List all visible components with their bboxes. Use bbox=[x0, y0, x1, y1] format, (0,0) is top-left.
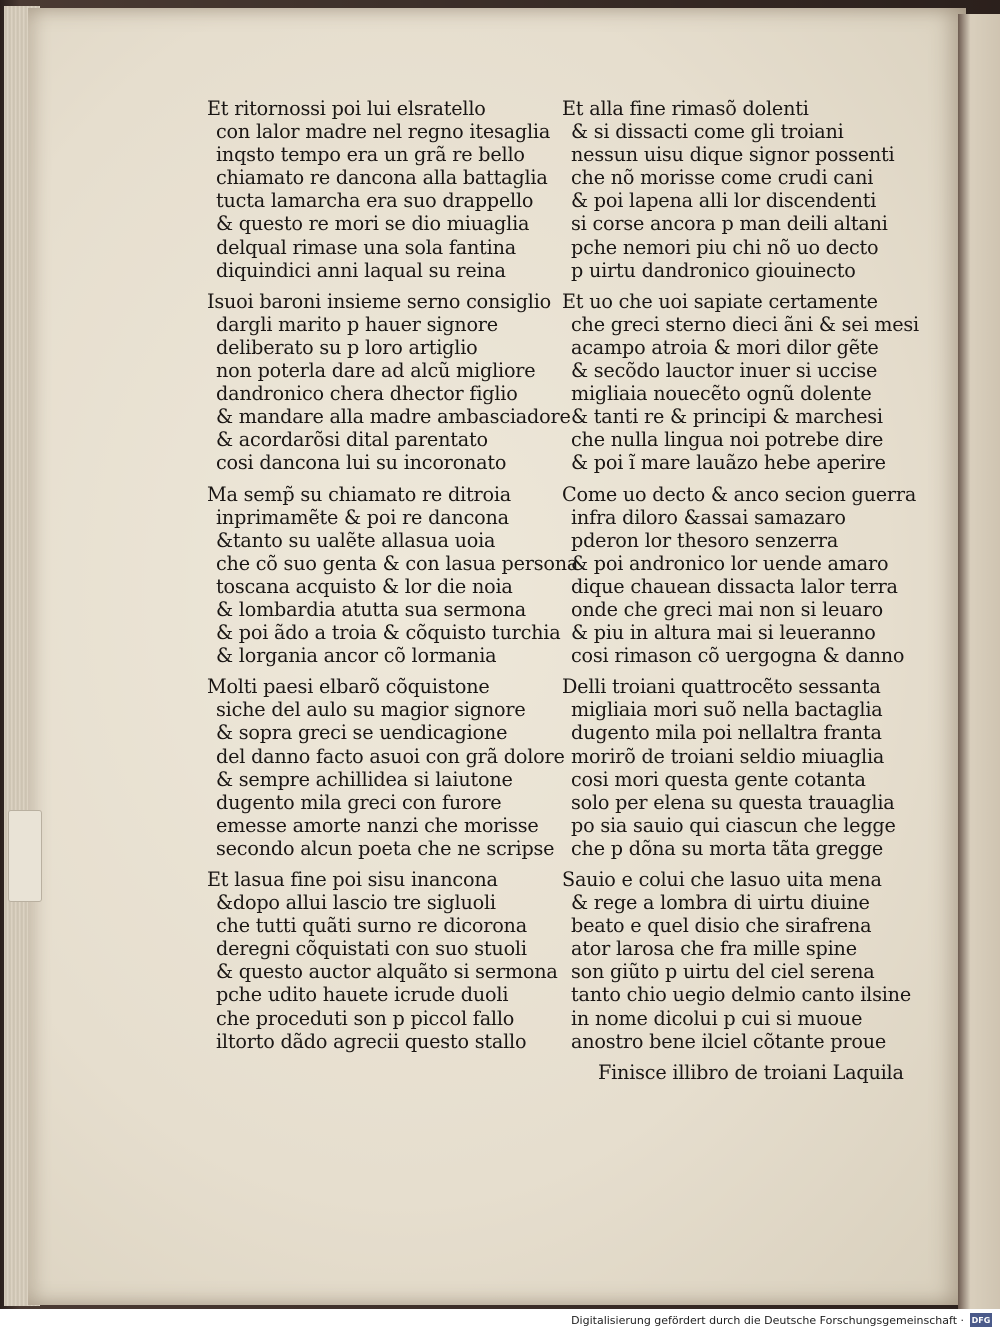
verse-line: son giũto p uirtu del ciel serena bbox=[571, 960, 875, 984]
digitization-footer bbox=[0, 1309, 1000, 1331]
verse-line: in nome dicolui p cui si muoue bbox=[571, 1006, 863, 1030]
facing-page-margin-fragments bbox=[982, 110, 1000, 830]
verse-line: toscana acquisto & lor die noia bbox=[216, 574, 513, 598]
verse-line: non poterla dare ad alcũ migliore bbox=[216, 359, 536, 383]
footer-credit-text: Digitalisierung gefördert durch die Deutsche Forschungsgemeinschaft · bbox=[571, 1313, 964, 1327]
verse-line: & rege a lombra di uirtu diuine bbox=[571, 891, 870, 915]
verse-line: & secõdo lauctor inuer si uccise bbox=[571, 359, 878, 383]
verse-line: con lalor madre nel regno itesaglia bbox=[216, 120, 551, 144]
verse-line: che nulla lingua noi potrebe dire bbox=[571, 428, 884, 452]
dfg-logo-icon: DFG bbox=[970, 1313, 992, 1327]
verse-line: dandronico chera dhector figlio bbox=[216, 382, 518, 406]
stanza bbox=[207, 482, 579, 668]
verse-line: Et ritornossi poi lui elsratello bbox=[207, 97, 486, 120]
verse-line: dugento mila poi nellaltra franta bbox=[571, 721, 882, 745]
page-tab-mark bbox=[8, 810, 42, 902]
verse-line: Delli troiani quattrocẽto sessanta bbox=[562, 675, 881, 699]
verse-line: & sopra greci se uendicagione bbox=[216, 721, 508, 745]
verse-line: del danno facto asuoi con grã dolore bbox=[216, 744, 565, 768]
stanza bbox=[562, 482, 917, 668]
verse-line: migliaia nouecẽto ognũ dolente bbox=[571, 382, 872, 406]
verse-line: Come uo decto & anco secion guerra bbox=[562, 482, 917, 506]
verse-line: che greci sterno dieci ãni & sei mesi bbox=[571, 312, 919, 336]
verse-line: Et lasua fine poi sisu inancona bbox=[207, 868, 498, 891]
left-text-column bbox=[207, 97, 579, 1061]
verse-line: morirõ de troiani seldio miuaglia bbox=[571, 744, 885, 768]
verse-line: p uirtu dandronico giouinecto bbox=[571, 258, 856, 282]
verse-line: onde che greci mai non si leuaro bbox=[571, 597, 883, 621]
verse-line: dugento mila greci con furore bbox=[216, 790, 502, 814]
verse-line: iltorto dãdo agrecii questo stallo bbox=[216, 1029, 527, 1053]
verse-line: che proceduti son p piccol fallo bbox=[216, 1006, 515, 1030]
verse-line: infra diloro &assai samazaro bbox=[571, 505, 846, 529]
verse-line: & si dissacti come gli troiani bbox=[571, 120, 844, 144]
verse-line: & lorgania ancor cõ lormania bbox=[216, 644, 497, 668]
verse-line: inqsto tempo era un grã re bello bbox=[216, 143, 525, 167]
verse-line: che nõ morisse come crudi cani bbox=[571, 166, 874, 190]
verse-line: delqual rimase una sola fantina bbox=[216, 235, 517, 259]
verse-line: & acordarõsi dital parentato bbox=[216, 428, 488, 452]
verse-line: inprimamẽte & poi re dancona bbox=[216, 505, 509, 529]
verse-line: Et alla fine rimasõ dolenti bbox=[562, 97, 809, 120]
verse-line: nessun uisu dique signor possenti bbox=[571, 143, 895, 167]
colophon-line: Finisce illibro de troiani Laquila bbox=[598, 1060, 904, 1084]
verse-line: cosi mori questa gente cotanta bbox=[571, 767, 866, 791]
right-text-column bbox=[562, 97, 919, 1084]
verse-line: emesse amorte nanzi che morisse bbox=[216, 813, 539, 837]
verse-line: pche udito hauete icrude duoli bbox=[216, 983, 509, 1007]
stanza bbox=[207, 868, 559, 1053]
verse-line: deregni cõquistati con suo stuoli bbox=[216, 937, 527, 961]
verse-line: Sauio e colui che lasuo uita mena bbox=[562, 868, 882, 891]
verse-line: beato e quel disio che sirafrena bbox=[571, 914, 872, 938]
verse-line: dargli marito p hauer signore bbox=[216, 312, 498, 336]
stanza bbox=[562, 675, 908, 860]
verse-line: anostro bene ilciel cõtante proue bbox=[571, 1029, 887, 1053]
verse-line: si corse ancora p man deili altani bbox=[571, 212, 888, 236]
verse-line: ator larosa che fra mille spine bbox=[571, 937, 857, 961]
verse-line: & tanti re & principi & marchesi bbox=[571, 405, 883, 429]
verse-line: & mandare alla madre ambasciadore bbox=[216, 405, 571, 429]
verse-line: acampo atroia & mori dilor gẽte bbox=[571, 335, 879, 359]
verse-line: Isuoi baroni insieme serno consiglio bbox=[207, 289, 552, 313]
stanza bbox=[562, 868, 911, 1053]
verse-line: & poi ãdo a troia & cõquisto turchia bbox=[216, 621, 561, 645]
verse-line: & poi ĩ mare lauãzo hebe aperire bbox=[571, 451, 886, 475]
verse-line: che p dõna su morta tãta gregge bbox=[571, 836, 884, 860]
verse-line: solo per elena su questa trauaglia bbox=[571, 790, 895, 814]
verse-line: migliaia mori suõ nella bactaglia bbox=[571, 698, 883, 722]
verse-line: che tutti quãti surno re dicorona bbox=[216, 914, 527, 938]
stanza bbox=[207, 97, 559, 282]
verse-line: pderon lor thesoro senzerra bbox=[571, 528, 839, 552]
verse-line: siche del aulo su magior signore bbox=[216, 698, 526, 722]
verse-line: che cõ suo genta & con lasua persona bbox=[216, 551, 579, 575]
verse-line: & lombardia atutta sua sermona bbox=[216, 597, 527, 621]
verse-line: tucta lamarcha era suo drappello bbox=[216, 189, 534, 213]
verse-line: cosi rimason cõ uergogna & danno bbox=[571, 644, 905, 668]
verse-line: & poi lapena alli lor discendenti bbox=[571, 189, 877, 213]
verse-line: & sempre achillidea si laiutone bbox=[216, 767, 513, 791]
verse-line: diquindici anni laqual su reina bbox=[216, 258, 506, 282]
verse-line: cosi dancona lui su incoronato bbox=[216, 451, 507, 475]
stanza bbox=[207, 675, 565, 860]
verse-line: Ma semp̃ su chiamato re ditroia bbox=[207, 482, 511, 506]
verse-line: chiamato re dancona alla battaglia bbox=[216, 166, 548, 190]
verse-line: Molti paesi elbarõ cõquistone bbox=[207, 675, 490, 699]
verse-line: pche nemori piu chi nõ uo decto bbox=[571, 235, 879, 259]
verse-line: Et uo che uoi sapiate certamente bbox=[562, 289, 878, 313]
stanza bbox=[207, 289, 571, 475]
verse-line: po sia sauio qui ciascun che legge bbox=[571, 813, 896, 837]
verse-line: & piu in altura mai si leueranno bbox=[571, 621, 876, 645]
stanza bbox=[562, 289, 919, 475]
verse-line: & questo auctor alquãto si sermona bbox=[216, 960, 558, 984]
stanza bbox=[562, 97, 908, 282]
verse-line: secondo alcun poeta che ne scripse bbox=[216, 836, 555, 860]
verse-line: & questo re mori se dio miuaglia bbox=[216, 212, 530, 236]
verse-line: &dopo allui lascio tre sigluoli bbox=[216, 891, 496, 915]
verse-line: &tanto su ualẽte allasua uoia bbox=[216, 528, 496, 552]
verse-line: dique chauean dissacta lalor terra bbox=[571, 574, 898, 598]
verse-line: & poi andronico lor uende amaro bbox=[571, 551, 889, 575]
verse-line: tanto chio uegio delmio canto ilsine bbox=[571, 983, 911, 1007]
verse-line: deliberato su p loro artiglio bbox=[216, 335, 478, 359]
